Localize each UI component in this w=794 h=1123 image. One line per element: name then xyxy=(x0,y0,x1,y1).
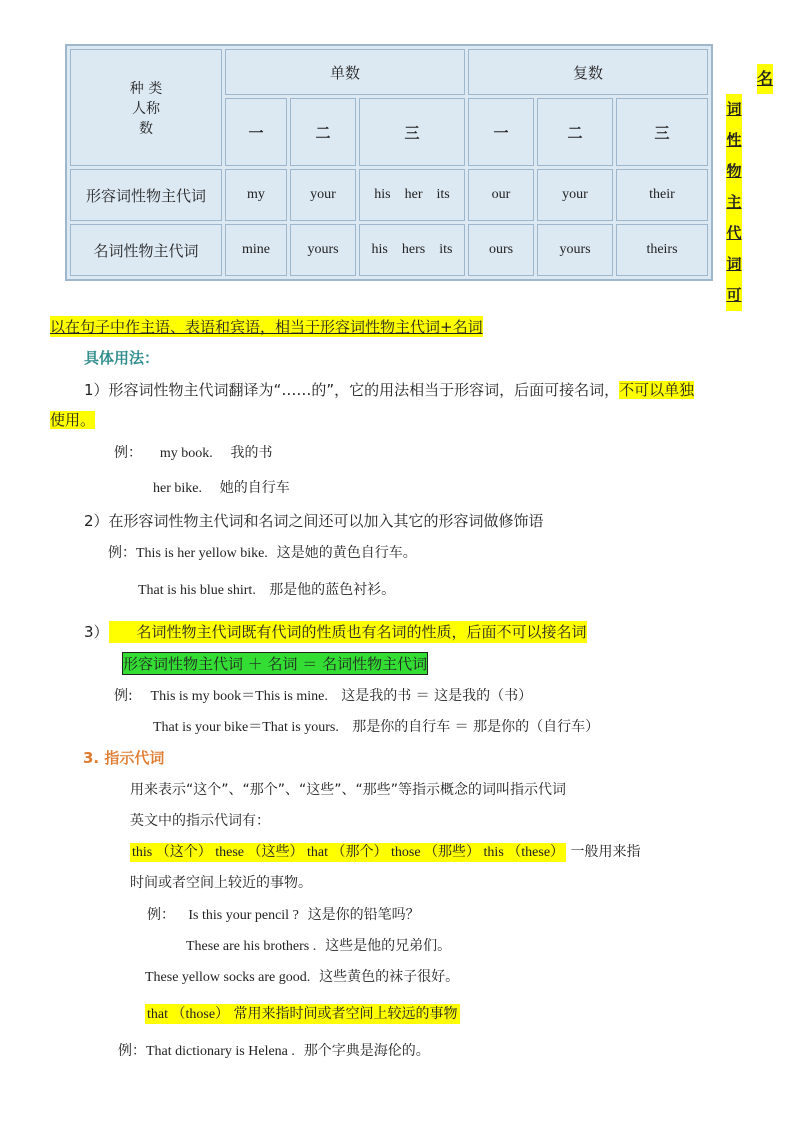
that-usage-zh: 常用来指时间或者空间上较远的事物 xyxy=(233,1006,458,1022)
example-1 xyxy=(114,442,273,462)
example-label: 例： xyxy=(147,907,175,923)
example-1b xyxy=(153,477,290,497)
table-cell: theirs xyxy=(616,224,708,276)
table-cell: your xyxy=(537,169,613,221)
demo-list-rest: 一般用来指 xyxy=(570,844,641,860)
example-en: That is his blue shirt. xyxy=(138,583,256,598)
example-zh: 她的自行车 xyxy=(219,480,290,496)
rule-2: 2）在形容词性物主代词和名词之间还可以加入其它的形容词做修饰语 xyxy=(84,512,544,530)
that-usage-highlight xyxy=(145,1004,460,1024)
example-3 xyxy=(114,685,532,705)
side-char: 主 xyxy=(726,187,742,218)
example-label: 例： xyxy=(118,1043,146,1059)
usage-heading: 具体用法： xyxy=(84,349,160,367)
example-zh: 我的书 xyxy=(230,445,273,461)
example-en: This is my book＝This is mine. xyxy=(150,689,328,704)
corner-line-1: 种 类 xyxy=(129,80,163,97)
example-zh: 这是她的黄色自行车。 xyxy=(276,545,417,561)
side-char: 名 xyxy=(757,64,773,94)
side-vertical-text-1 xyxy=(757,64,773,94)
example-2b xyxy=(138,579,395,599)
formula: 形容词性物主代词 ＋ 名词 ＝ 名词性物主代词 xyxy=(123,655,428,673)
example-4 xyxy=(147,904,420,924)
table-cell: his her its xyxy=(359,169,465,221)
example-4b xyxy=(186,935,451,955)
example-zh: 这是我的书 ＝ 这是我的（书） xyxy=(341,688,533,704)
example-2 xyxy=(108,542,417,562)
demo-list-intro: 英文中的指示代词有： xyxy=(130,813,270,829)
example-zh: 这些是他的兄弟们。 xyxy=(325,938,452,954)
example-label: 例： xyxy=(108,545,136,561)
table-cell: their xyxy=(616,169,708,221)
that-usage xyxy=(145,1003,460,1023)
example-3b xyxy=(153,716,599,736)
example-zh: 那是你的自行车 ＝ 那是你的（自行车） xyxy=(352,719,600,735)
example-en: That dictionary is Helena . xyxy=(146,1044,295,1059)
person-3-singular: 三 xyxy=(359,98,465,166)
side-char: 词 xyxy=(726,94,742,125)
rule-1-cont xyxy=(50,409,95,430)
rule-3 xyxy=(84,621,587,642)
example-en: This is her yellow bike. xyxy=(136,546,268,561)
table-cell: my xyxy=(225,169,287,221)
row-label: 形容词性物主代词 xyxy=(70,169,222,221)
side-char: 物 xyxy=(726,156,742,187)
side-char: 可 xyxy=(726,280,742,311)
table-cell: your xyxy=(290,169,356,221)
table-row xyxy=(70,169,708,221)
example-en: my book. xyxy=(159,446,213,461)
example-en: Is this your pencil ? xyxy=(188,908,299,923)
example-zh: 这是你的铅笔吗？ xyxy=(307,907,420,923)
possessive-pronoun-table xyxy=(65,44,713,281)
person-1-singular: 一 xyxy=(225,98,287,166)
demo-list-cont: 时间或者空间上较近的事物。 xyxy=(130,875,312,891)
person-2-singular: 二 xyxy=(290,98,356,166)
person-1-plural: 一 xyxy=(468,98,534,166)
rule-1-highlight: 不可以单独 xyxy=(619,381,695,399)
example-5 xyxy=(118,1040,430,1060)
rule-1 xyxy=(84,379,694,400)
side-char: 性 xyxy=(726,125,742,156)
example-label: 例: xyxy=(114,688,133,704)
table-corner-header xyxy=(70,49,222,166)
rule-1-highlight-2: 使用。 xyxy=(50,411,96,429)
table-cell: yours xyxy=(537,224,613,276)
table-cell: ours xyxy=(468,224,534,276)
side-char: 词 xyxy=(726,249,742,280)
example-en: That is your bike＝That is yours. xyxy=(153,720,339,735)
side-vertical-text-2 xyxy=(726,94,742,311)
that-usage-en: that （those） xyxy=(147,1007,230,1022)
table-row xyxy=(70,224,708,276)
person-2-plural: 二 xyxy=(537,98,613,166)
demo-list xyxy=(130,841,640,861)
table-cell: mine xyxy=(225,224,287,276)
plural-header: 复数 xyxy=(468,49,708,95)
demo-list-highlight: this （这个） these （这些） that （那个） those （那些） this （these） xyxy=(132,845,565,860)
person-3-plural: 三 xyxy=(616,98,708,166)
corner-line-2: 人称 xyxy=(132,100,160,117)
table-cell: his hers its xyxy=(359,224,465,276)
corner-line-3: 数 xyxy=(139,120,153,137)
table-cell: yours xyxy=(290,224,356,276)
rule-1-text: 1）形容词性物主代词翻译为“……的”，它的用法相当于形容词，后面可接名词， xyxy=(84,381,620,399)
demo-definition: 用来表示“这个”、“那个”、“这些”、“那些”等指示概念的词叫指示代词 xyxy=(130,782,567,798)
example-4c xyxy=(145,966,459,986)
rule-3-text: 名词性物主代词既有代词的性质也有名词的性质，后面不可以接名词 xyxy=(109,621,587,643)
table-cell: our xyxy=(468,169,534,221)
singular-header: 单数 xyxy=(225,49,465,95)
section-3-heading: 3. 指示代词 xyxy=(83,749,165,767)
example-en: These yellow socks are good. xyxy=(145,970,311,985)
example-en: her bike. xyxy=(153,481,202,496)
example-zh: 那是他的蓝色衬衫。 xyxy=(269,582,396,598)
example-zh: 这些黄色的袜子很好。 xyxy=(319,969,460,985)
intro-line: 以在句子中作主语、表语和宾语，相当于形容词性物主代词+名词 xyxy=(50,318,483,336)
example-label: 例： xyxy=(114,445,142,461)
example-zh: 那个字典是海伦的。 xyxy=(303,1043,430,1059)
side-char: 代 xyxy=(726,218,742,249)
rule-3-number: 3） xyxy=(84,623,109,641)
row-label: 名词性物主代词 xyxy=(70,224,222,276)
example-en: These are his brothers . xyxy=(186,939,317,954)
